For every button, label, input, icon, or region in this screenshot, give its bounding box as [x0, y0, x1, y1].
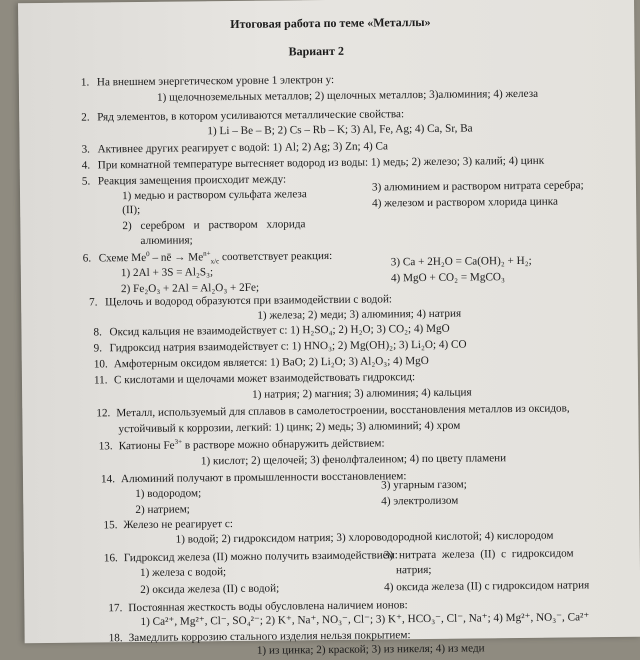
- question-number: 17.: [108, 602, 123, 615]
- question-6-option-1: 1) 2Al + 3S = Al₂S₃;: [120, 266, 214, 280]
- question-text: Амфотерным оксидом является: 1) BaO; 2) Li₂O; 3) Al₂O₃; 4) MgO: [113, 354, 429, 371]
- question-14-option-2: 2) натрием;: [135, 503, 190, 517]
- question-1-answers: 1) щелочноземельных металлов; 2) щелочных металлов; 3)алюминия; 4) железа: [156, 87, 539, 104]
- question-number: 5.: [81, 175, 91, 188]
- superscript: n+: [203, 249, 211, 258]
- question-13: [99, 437, 385, 453]
- question-text: Алюминий получают в промышленности восстановлением:: [120, 470, 407, 486]
- question-number: 10.: [93, 358, 108, 371]
- question-18-answers: 1) из цинка; 2) краской; 3) из никеля; 4) из меди: [256, 642, 485, 657]
- question-7-answers: 1) железа; 2) меди; 3) алюминия; 4) натрия: [257, 307, 462, 322]
- question-5-option-2-cont: алюминия;: [140, 234, 193, 247]
- question-12-answers: устойчивый к коррозии, легкий: 1) цинк; 2) медь; 3) алюминий; 4) хром: [118, 419, 461, 436]
- question-number: 6.: [82, 252, 92, 265]
- question-6: [83, 250, 333, 266]
- question-16-option-3: 3) нитрата железа (II) с гидроксидом: [383, 547, 574, 562]
- question-5-option-4: 4) железом и раствором хлорида цинка: [372, 195, 558, 210]
- question-3: [81, 140, 388, 156]
- question-5-option-1-cont: (II);: [122, 203, 141, 217]
- question-text: Реакция замещения происходит между:: [97, 173, 287, 188]
- question-number: 16.: [103, 552, 118, 565]
- question-text: Ряд элементов, в котором усиливаются металлические свойства:: [97, 108, 405, 124]
- question-15-answers: 1) водой; 2) гидроксидом натрия; 3) хлороводородной кислотой; 4) кислородом: [175, 529, 554, 546]
- question-14: [101, 470, 407, 486]
- question-text-part: – nē → Me: [149, 251, 204, 264]
- question-6-option-2: 2) Fe₂O₃ + 2Al = Al₂O₃ + 2Fe;: [120, 281, 260, 296]
- question-number: 12.: [96, 407, 111, 420]
- question-text: Замедлить коррозию стального изделия нельзя покрытием:: [128, 629, 411, 645]
- question-number: 14.: [100, 473, 116, 486]
- question-number: 8.: [93, 326, 102, 339]
- question-11: [94, 371, 415, 387]
- question-text: С кислотами и щелочами может взаимодействовать гидроксид:: [113, 371, 416, 387]
- variant-heading: Вариант 2: [288, 43, 345, 59]
- subscript: x/c: [210, 257, 220, 266]
- question-5-option-1: 1) медью и раствором сульфата железа: [121, 188, 307, 203]
- question-text-part: в растворе можно обнаружить действием:: [182, 437, 385, 452]
- question-number: 15.: [103, 519, 118, 532]
- question-16-option-4: 4) оксида железа (II) с гидроксидом натрия: [384, 579, 590, 594]
- question-8: [93, 323, 449, 340]
- question-text: Постоянная жесткость воды обусловлена наличием ионов:: [128, 599, 408, 615]
- question-1: [81, 74, 334, 90]
- question-2: [81, 108, 404, 124]
- question-7: [89, 293, 392, 309]
- question-text-part: соответствует реакция:: [219, 249, 333, 264]
- question-11-answers: 1) натрия; 2) магния; 3) алюминия; 4) кальция: [252, 386, 472, 401]
- question-2-answers: 1) Li – Be – B; 2) Cs – Rb – K; 3) Al, Fe, Ag; 4) Ca, Sr, Ba: [207, 122, 473, 138]
- question-16-option-3-cont: натрия;: [395, 563, 432, 577]
- worksheet-page: [18, 0, 640, 657]
- question-4: [82, 155, 545, 173]
- question-text-part: Катионы Fe: [118, 439, 175, 453]
- question-12: [96, 402, 569, 420]
- question-text: На внешнем энергетическом уровне 1 электрон у:: [96, 73, 335, 89]
- question-5: [82, 173, 286, 188]
- question-5-option-2: 2) серебром и раствором хлорида: [122, 218, 306, 233]
- superscript: 0: [146, 250, 150, 259]
- question-number: 2.: [81, 111, 90, 124]
- question-16: [104, 549, 398, 565]
- question-number: 7.: [89, 296, 98, 309]
- question-text: Гидроксид железа (II) можно получить взаимодействием:: [123, 549, 398, 565]
- question-number: 1.: [80, 76, 90, 89]
- question-16-option-1: 1) железа с водой;: [139, 566, 227, 579]
- question-14-option-4: 4) электролизом: [381, 494, 459, 508]
- question-text: Железо не реагирует с:: [123, 518, 234, 532]
- question-number: 11.: [93, 374, 108, 387]
- question-text: Оксид кальция не взаимодействует с: 1) H₂SO₄; 2) H₂O; 3) CO₂; 4) MgO: [109, 322, 450, 339]
- question-text: Щелочь и водород образуются при взаимодействии с водой:: [105, 293, 393, 309]
- question-text: При комнатной температуре вытесняет водород из воды: 1) медь; 2) железо; 3) калий; 4) цинк: [97, 154, 545, 172]
- question-15: [103, 518, 233, 532]
- worksheet-title: Итоговая работа по теме «Металлы»: [230, 14, 431, 32]
- question-10: [94, 355, 429, 372]
- question-number: 3.: [81, 143, 91, 156]
- question-9: [94, 339, 467, 356]
- question-14-option-3: 3) угарным газом;: [381, 478, 467, 492]
- question-number: 18.: [108, 632, 123, 645]
- question-5-option-3: 3) алюминием и раствором нитрата серебра;: [371, 179, 584, 194]
- question-number: 13.: [98, 440, 113, 453]
- superscript: 3+: [174, 437, 183, 446]
- question-14-option-1: 1) водородом;: [135, 487, 202, 501]
- question-6-option-3: 3) Ca + 2H₂O = Ca(OH)₂ + H₂;: [390, 254, 532, 269]
- question-text: Металл, используемый для сплавов в самолетостроении, восстановления металлов из оксидов,: [116, 402, 570, 420]
- question-text-part: Схеме Me: [98, 251, 147, 265]
- question-text: Гидроксид натрия взаимодействует с: 1) HNO₃; 2) Mg(OH)₂; 3) Li₂O; 4) CO: [109, 338, 467, 355]
- question-6-option-4: 4) MgO + CO₂ = MgCO₃: [390, 271, 505, 285]
- question-number: 9.: [93, 342, 103, 355]
- question-number: 4.: [81, 159, 91, 172]
- question-16-option-2: 2) оксида железа (II) с водой;: [140, 582, 280, 596]
- question-13-answers: 1) кислот; 2) щелочей; 3) фенолфталеином; 4) по цвету пламени: [200, 452, 507, 468]
- question-17-answers: 1) Ca²⁺, Mg²⁺, Cl⁻, SO₄²⁻; 2) K⁺, Na⁺, NO₃⁻, Cl⁻; 3) K⁺, HCO₃⁻, Cl⁻, Na⁺; 4) Mg²⁺, NO₃⁻, Ca²⁺: [140, 611, 590, 628]
- question-text: Активнее других реагирует с водой: 1) Al; 2) Ag; 3) Zn; 4) Ca: [97, 140, 389, 156]
